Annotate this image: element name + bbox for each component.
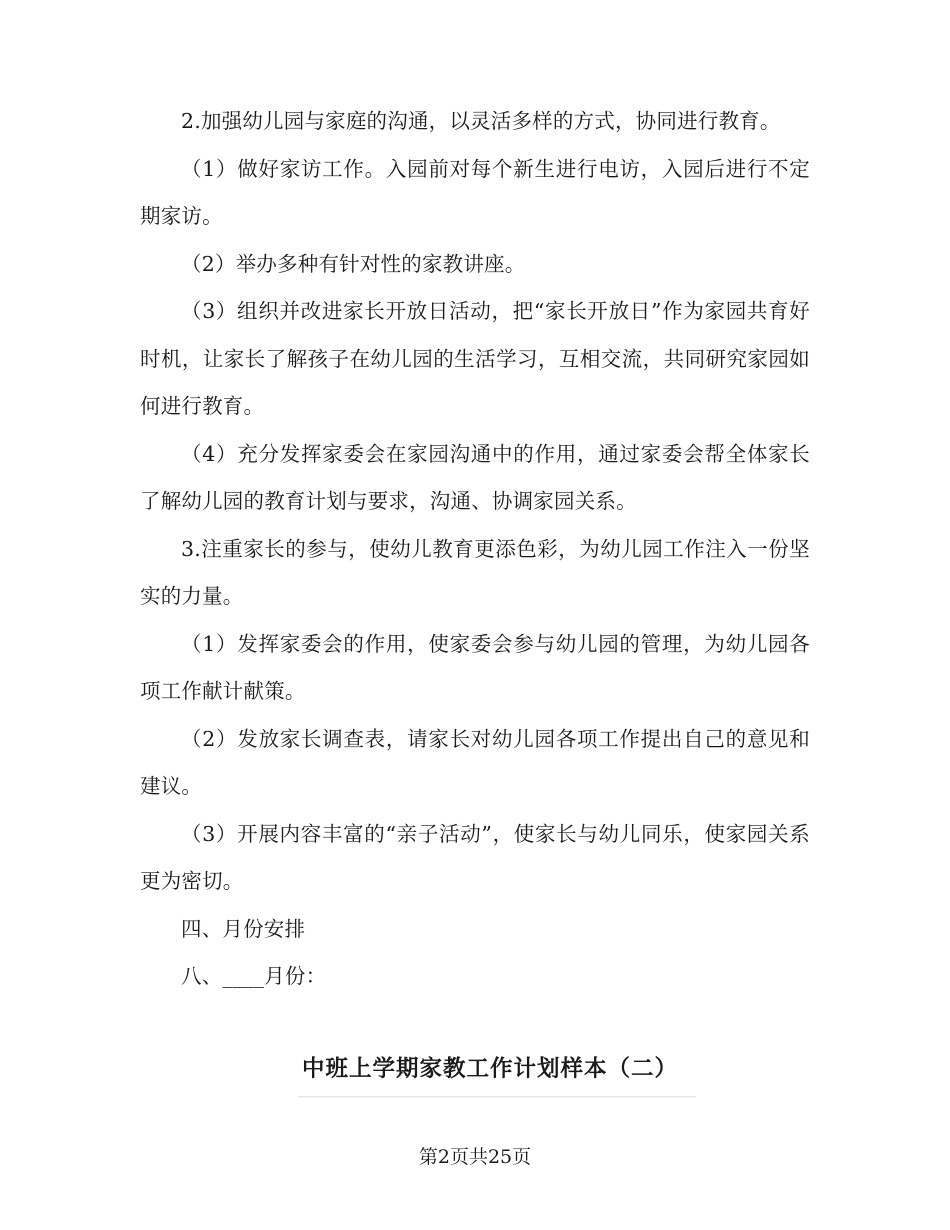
paragraph-parent-committee: （4）充分发挥家委会在家园沟通中的作用，通过家委会帮全体家长了解幼儿园的教育计划与要求，沟通、协调家园关系。: [140, 441, 810, 513]
page-number-footer: 第2页共25页: [418, 1146, 532, 1168]
paragraph-home-visit: （1）做好家访工作。入园前对每个新生进行电访，入园后进行不定期家访。: [140, 156, 810, 228]
paragraph-committee-role: （1）发挥家委会的作用，使家委会参与幼儿园的管理，为幼儿园各项工作献计献策。: [140, 631, 810, 703]
paragraph-item-3-heading: 3.注重家长的参与，使幼儿教育更添色彩，为幼儿园工作注入一份坚实的力量。: [140, 536, 810, 608]
document-body: [140, 98, 810, 1001]
paragraph-item-2-heading: 2.加强幼儿园与家庭的沟通，以灵活多样的方式，协同进行教育。: [181, 109, 781, 133]
paragraph-parent-child-activity: （3）开展内容丰富的“亲子活动”，使家长与幼儿同乐，使家园关系更为密切。: [140, 821, 810, 893]
paragraph-month-eight: 八、____月份：: [181, 964, 327, 988]
section-heading: 中班上学期家教工作计划样本（二）: [302, 1056, 679, 1082]
paragraph-monthly-schedule: 四、月份安排: [181, 916, 306, 941]
paragraph-open-day: （3）组织并改进家长开放日活动，把“家长开放日”作为家园共育好时机，让家长了解孩子在幼儿园的生活学习，互相交流，共同研究家园如何进行教育。: [140, 299, 810, 418]
paragraph-survey: （2）发放家长调查表，请家长对幼儿园各项工作提出自己的意见和建议。: [140, 726, 810, 798]
paragraph-lectures: （2）举办多种有针对性的家教讲座。: [181, 251, 526, 276]
section-heading-box: [298, 1046, 696, 1097]
